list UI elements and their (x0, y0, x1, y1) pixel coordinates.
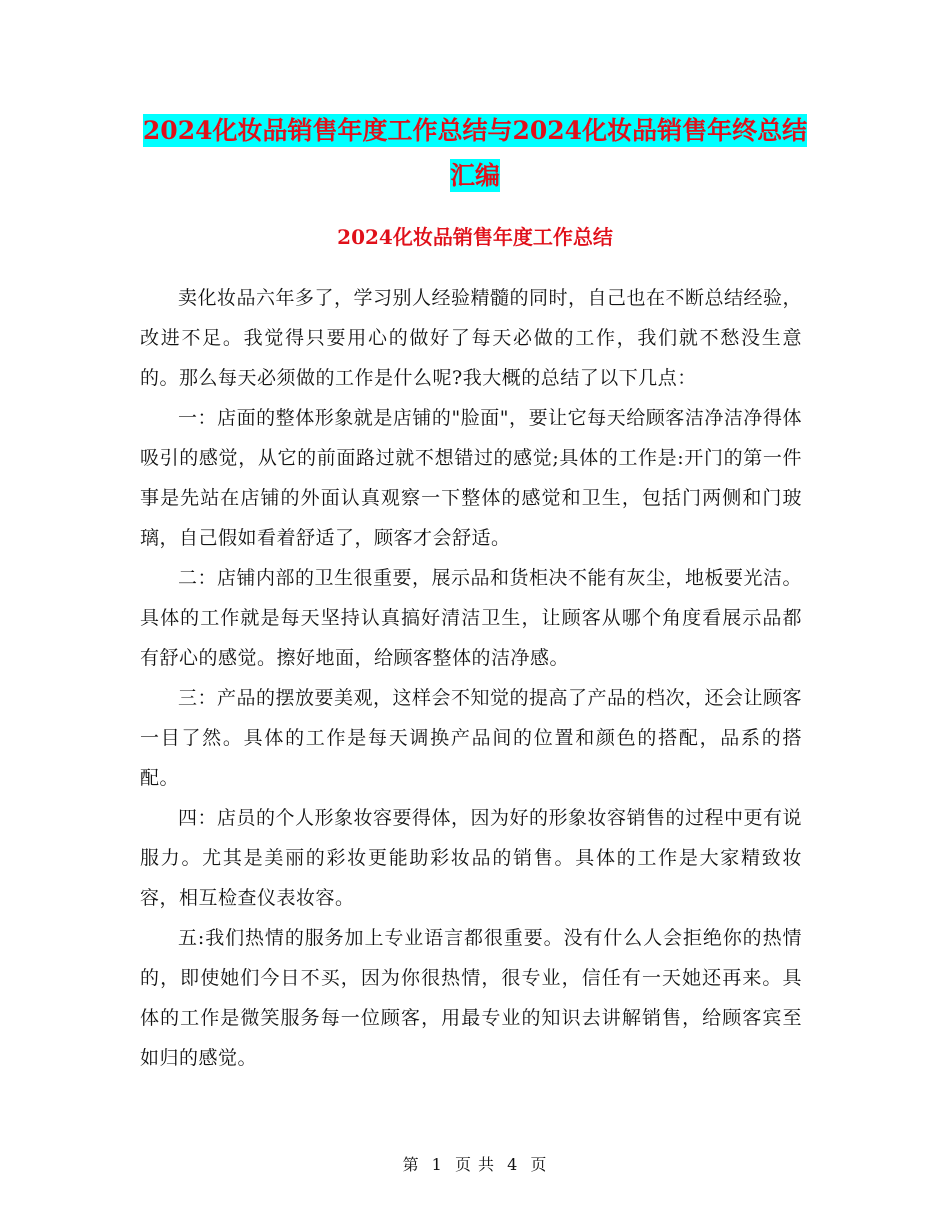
paragraph-point-3: 三：产品的摆放要美观，这样会不知觉的提高了产品的档次，还会让顾客一目了然。具体的工作是每天调换产品间的位置和颜色的搭配，品系的搭配。 (140, 687, 803, 789)
section-title: 2024化妆品销售年度工作总结 (337, 225, 613, 249)
paragraph-point-5: 五:我们热情的服务加上专业语言都很重要。没有什么人会拒绝你的热情的，即使她们今日不买，因为你很热情，很专业，信任有一天她还再来。具体的工作是微笑服务每一位顾客，用最专业的知识去讲解销售，给顾客宾至如归的感觉。 (140, 927, 802, 1069)
document-title (140, 108, 810, 198)
footer-suffix: 页 (530, 1155, 548, 1174)
footer-prefix: 第 (402, 1155, 420, 1174)
footer-total-pages: 4 (507, 1155, 519, 1174)
footer-mid: 页 共 (454, 1155, 496, 1174)
paragraph-point-2: 二：店铺内部的卫生很重要，展示品和货柜决不能有灰尘，地板要光洁。具体的工作就是每天坚持认真搞好清洁卫生，让顾客从哪个角度看展示品都有舒心的感觉。擦好地面，给顾客整体的洁净感。 (140, 567, 803, 669)
footer-current-page: 1 (431, 1155, 443, 1174)
paragraph-point-4: 四：店员的个人形象妆容要得体，因为好的形象妆容销售的过程中更有说服力。尤其是美丽的彩妆更能助彩妆品的销售。具体的工作是大家精致妆容，相互检查仪表妆容。 (140, 807, 803, 909)
paragraph-intro: 卖化妆品六年多了，学习别人经验精髓的同时，自己也在不断总结经验，改进不足。我觉得只要用心的做好了每天必做的工作，我们就不愁没生意的。那么每天必须做的工作是什么呢?我大概的总结了以下几点： (140, 287, 803, 389)
paragraph-point-1: 一：店面的整体形象就是店铺的"脸面"，要让它每天给顾客洁净洁净得体吸引的感觉，从它的前面路过就不想错过的感觉;具体的工作是:开门的第一件事是先站在店铺的外面认真观察一下整体的感觉和卫生，包括门两侧和门玻璃，自己假如看着舒适了，顾客才会舒适。 (140, 407, 802, 549)
document-body (140, 278, 802, 1078)
document-title-text: 2024化妆品销售年度工作总结与2024化妆品销售年终总结汇编 (142, 116, 808, 190)
page-footer (0, 1155, 950, 1175)
